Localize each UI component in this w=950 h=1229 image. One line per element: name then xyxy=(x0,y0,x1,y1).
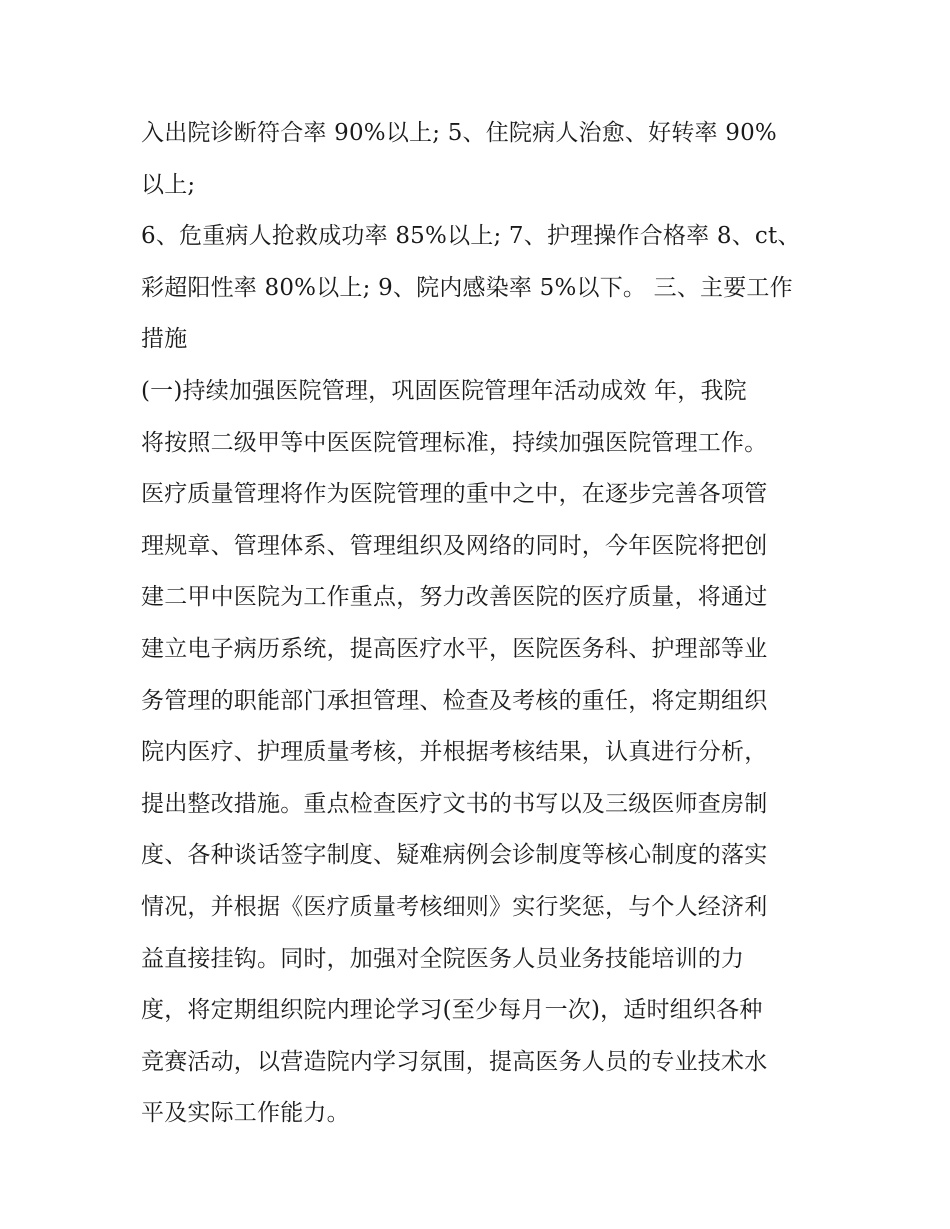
text-line: 院内医疗、护理质量考核，并根据考核结果，认真进行分析， xyxy=(141,739,768,766)
text-line: 提出整改措施。重点检查医疗文书的书写以及三级医师查房制 xyxy=(141,790,768,817)
text-line: 平及实际工作能力。 xyxy=(141,1100,350,1127)
text-line: 医疗质量管理将作为医院管理的重中之中，在逐步完善各项管 xyxy=(141,481,768,508)
text-line: 度，将定期组织院内理论学习(至少每月一次)，适时组织各种 xyxy=(141,997,763,1024)
text-line: 以上; xyxy=(141,171,196,198)
text-line: 6、危重病人抢救成功率 85%以上; 7、护理操作合格率 8、ct、 xyxy=(141,223,801,250)
text-line: 将按照二级甲等中医医院管理标准，持续加强医院管理工作。 xyxy=(141,429,768,456)
text-line: 入出院诊断符合率 90%以上; 5、住院病人治愈、好转率 90% xyxy=(141,120,777,146)
text-line: 竞赛活动，以营造院内学习氛围，提高医务人员的专业技术水 xyxy=(141,1048,768,1075)
text-line: 益直接挂钩。同时，加强对全院医务人员业务技能培训的力 xyxy=(141,945,745,972)
text-line: 理规章、管理体系、管理组织及网络的同时，今年医院将把创 xyxy=(141,532,768,559)
text-line: 彩超阳性率 80%以上; 9、院内感染率 5%以下。 三、主要工作 xyxy=(141,274,793,301)
text-line: 措施 xyxy=(141,326,188,353)
text-line: 情况，并根据《医疗质量考核细则》实行奖惩，与个人经济利 xyxy=(141,893,768,920)
body-text xyxy=(141,108,821,1140)
text-line: 建立电子病历系统，提高医疗水平，医院医务科、护理部等业 xyxy=(141,635,768,662)
text-line: 建二甲中医院为工作重点，努力改善医院的医疗质量，将通过 xyxy=(141,584,768,611)
text-line: 度、各种谈话签字制度、疑难病例会诊制度等核心制度的落实 xyxy=(141,842,768,869)
text-line: 务管理的职能部门承担管理、检查及考核的重任，将定期组织 xyxy=(141,687,768,714)
section-heading-line: (一)持续加强医院管理，巩固医院管理年活动成效 年，我院 xyxy=(141,377,747,404)
